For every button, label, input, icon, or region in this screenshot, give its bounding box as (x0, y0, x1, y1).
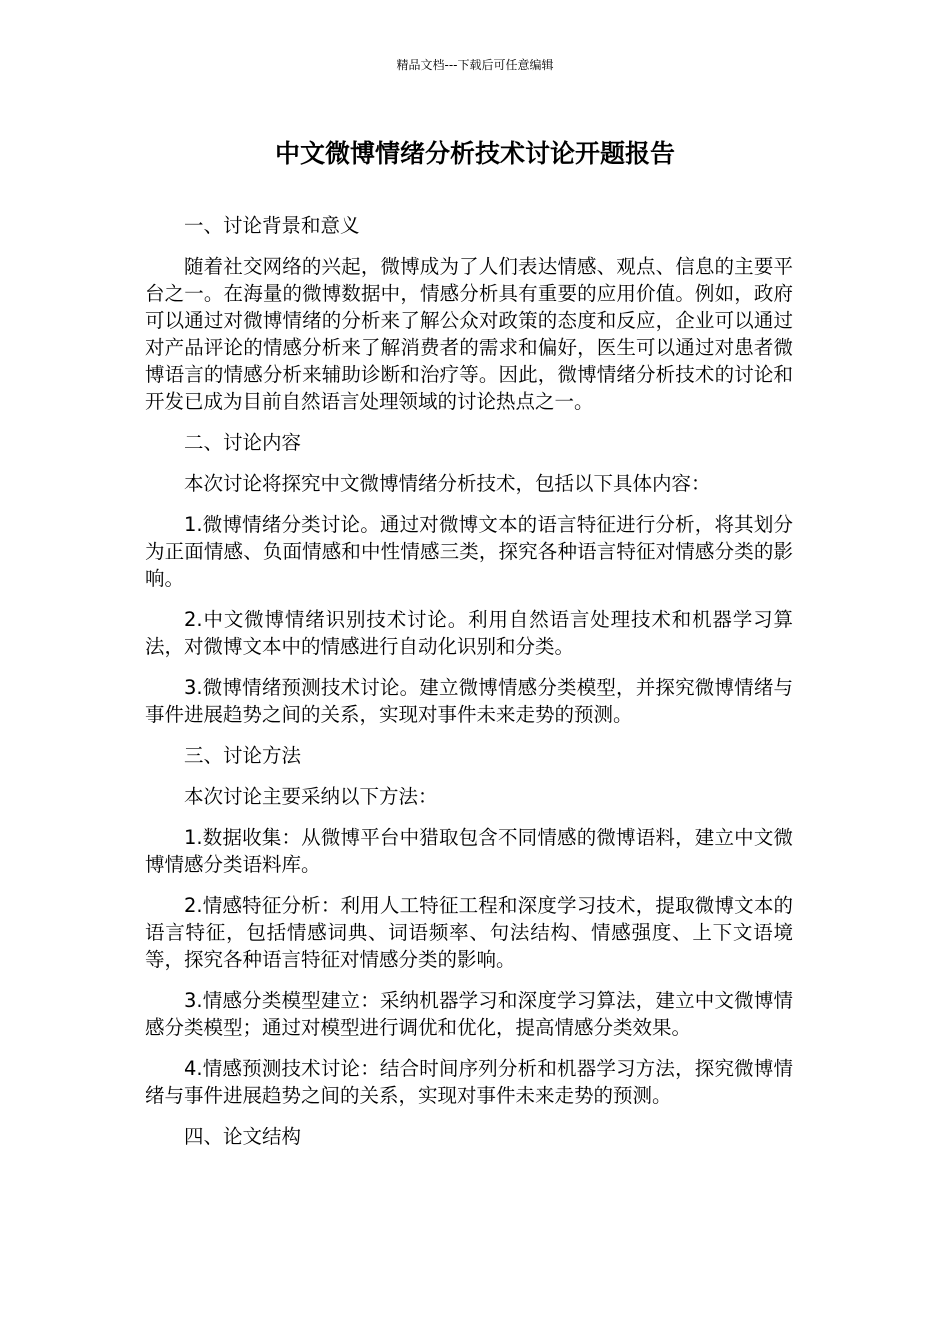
list-item-methods-2: 2.情感特征分析：利用人工特征工程和深度学习技术，提取微博文本的语言特征，包括情感词典、词语频率、句法结构、情感强度、上下文语境等，探究各种语言特征对情感分类的影响。 (145, 894, 793, 971)
paragraph-methods-intro: 本次讨论主要采纳以下方法： (184, 785, 438, 808)
paragraph-background: 随着社交网络的兴起，微博成为了人们表达情感、观点、信息的主要平台之一。在海量的微博数据中，情感分析具有重要的应用价值。例如，政府可以通过对微博情绪的分析来了解公众对政策的态度和反应，企业可以通过对产品评论的情感分析来了解消费者的需求和偏好，医生可以通过对患者微博语言的情感分析来辅助诊断和治疗等。因此，微博情绪分析技术的讨论和开发已成为目前自然语言处理领域的讨论热点之一。 (145, 255, 793, 413)
document-title: 中文微博情绪分析技术讨论开题报告 (274, 139, 675, 168)
header-note: 精品文档---下载后可任意编辑 (396, 58, 554, 72)
list-item-methods-1: 1.数据收集：从微博平台中猎取包含不同情感的微博语料，建立中文微博情感分类语料库。 (145, 826, 793, 876)
list-item-methods-4: 4.情感预测技术讨论：结合时间序列分析和机器学习方法，探究微博情绪与事件进展趋势之间的关系，实现对事件未来走势的预测。 (145, 1057, 793, 1107)
list-item-methods-3: 3.情感分类模型建立：采纳机器学习和深度学习算法，建立中文微博情感分类模型；通过对模型进行调优和优化，提高情感分类效果。 (145, 989, 793, 1039)
paragraph-content-intro: 本次讨论将探究中文微博情绪分析技术，包括以下具体内容： (184, 472, 711, 495)
section-heading-content: 二、讨论内容 (184, 431, 302, 454)
section-heading-background: 一、讨论背景和意义 (184, 214, 360, 237)
list-item-content-1: 1.微博情绪分类讨论。通过对微博文本的语言特征进行分析，将其划分为正面情感、负面情感和中性情感三类，探究各种语言特征对情感分类的影响。 (145, 513, 793, 590)
list-item-content-3: 3.微博情绪预测技术讨论。建立微博情感分类模型，并探究微博情绪与事件进展趋势之间的关系，实现对事件未来走势的预测。 (145, 676, 793, 726)
document-body (145, 212, 793, 1164)
list-item-content-2: 2.中文微博情绪识别技术讨论。利用自然语言处理技术和机器学习算法，对微博文本中的情感进行自动化识别和分类。 (145, 608, 793, 658)
section-heading-methods: 三、讨论方法 (184, 744, 302, 767)
section-heading-structure: 四、论文结构 (184, 1125, 302, 1148)
